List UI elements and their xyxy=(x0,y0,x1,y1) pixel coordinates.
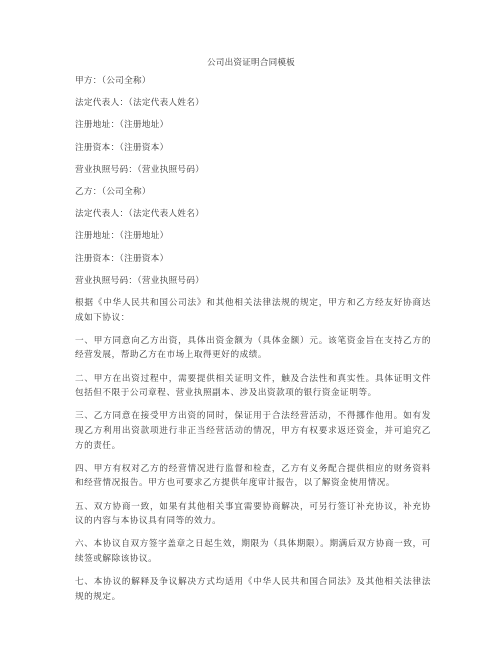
contract-body xyxy=(75,296,431,613)
party-a-registered-capital: 注册资本：（注册资本） xyxy=(75,142,169,153)
intro-paragraph: 根据《中华人民共和国公司法》和其他相关法律法规的规定，甲方和乙方经友好协商达成如下协议： xyxy=(75,298,431,323)
party-b-legal-representative: 法定代表人：（法定代表人姓名） xyxy=(75,209,205,220)
clause-5: 五、双方协商一致，如果有其他相关事宜需要协商解决，可另行签订补充协议，补充协议的内容与本协议具有同等的效力。 xyxy=(75,501,431,527)
party-fields xyxy=(75,75,435,297)
party-b-name: 乙方：（公司全称） xyxy=(75,186,151,197)
clause-4: 四、甲方有权对乙方的经营情况进行监督和检查，乙方有义务配合提供相应的财务资料和经营情况报告。甲方也可要求乙方提供年度审计报告，以了解资金使用情况。 xyxy=(75,463,431,489)
clause-7: 七、本协议的解释及争议解决方式均适用《中华人民共和国合同法》及其他相关法律法规的规定。 xyxy=(75,577,431,602)
party-a-name: 甲方：（公司全称） xyxy=(75,76,151,86)
clause-3: 三、乙方同意在接受甲方出资的同时，保证用于合法经营活动，不得挪作他用。如有发现乙方利用出资款项进行非正当经营活动的情况，甲方有权要求返还资金，并可追究乙方的责任。 xyxy=(75,411,431,451)
party-a-business-license: 营业执照号码：（营业执照号码） xyxy=(75,164,205,175)
party-a-registered-address: 注册地址：（注册地址） xyxy=(75,120,169,131)
clause-2: 二、甲方在出资过程中，需要提供相关证明文件，触及合法性和真实性。具体证明文件包括但不限于公司章程、营业执照副本、涉及出资款项的银行资金证明等。 xyxy=(75,373,431,399)
clause-1: 一、甲方同意向乙方出资，具体出资金额为（具体金额）元。该笔资金旨在支持乙方的经营发展，帮助乙方在市场上取得更好的成绩。 xyxy=(75,335,431,361)
party-b-business-license: 营业执照号码：（营业执照号码） xyxy=(75,275,205,286)
party-b-registered-address: 注册地址：（注册地址） xyxy=(75,231,169,242)
document-title: 公司出资证明合同模板 xyxy=(207,58,295,68)
party-b-registered-capital: 注册资本：（注册资本） xyxy=(75,253,169,264)
party-a-legal-representative: 法定代表人：（法定代表人姓名） xyxy=(75,98,205,109)
clause-6: 六、本协议自双方签字盖章之日起生效，期限为（具体期限）。期满后双方协商一致，可续签或解除该协议。 xyxy=(75,539,431,564)
